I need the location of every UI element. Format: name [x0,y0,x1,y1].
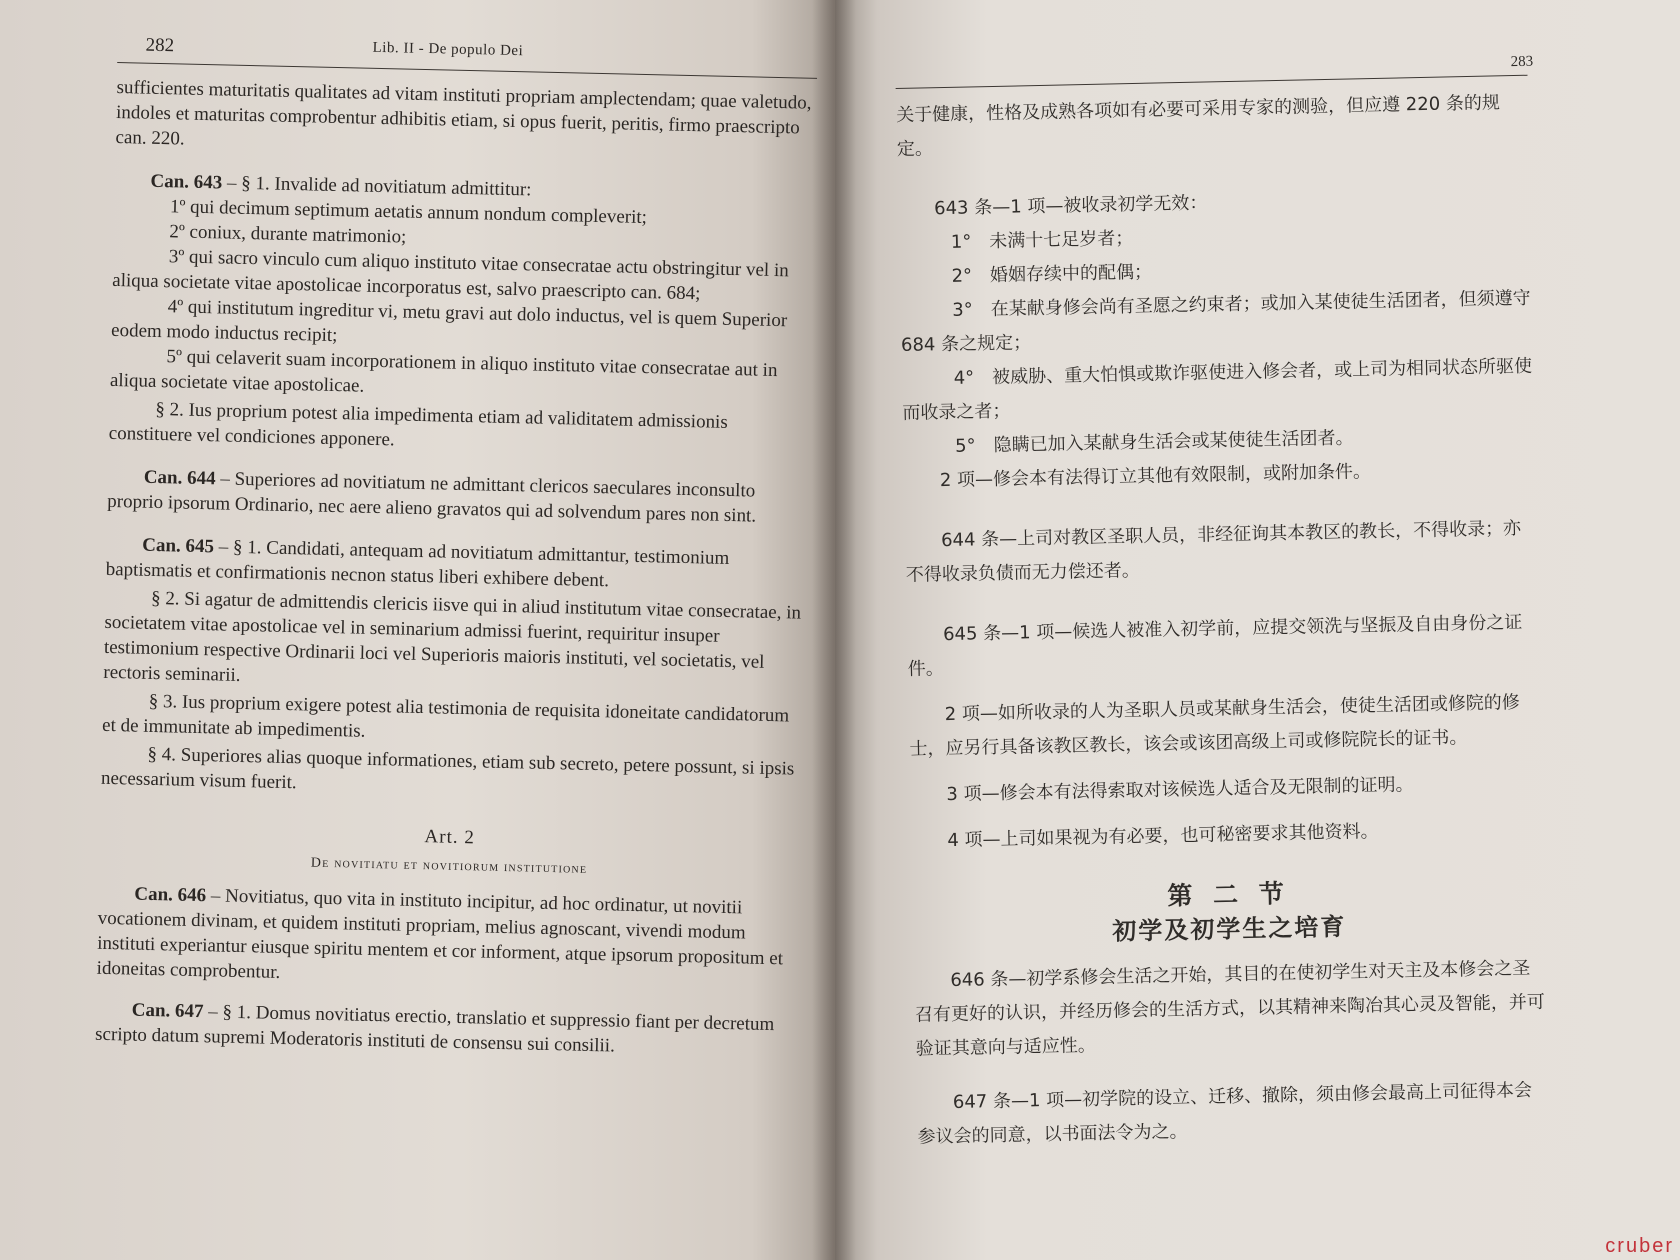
canon-643-item: 4º qui institutum ingreditur vi, metu gravi aut dolo inductus, vel is quem Superior eodem modo inductus recipit; [110,296,788,347]
right-page-number: 283 [1510,53,1534,71]
article-title: Art. 2 [424,826,476,849]
left-page [0,0,835,1260]
book-gutter-shadow [812,0,856,1260]
canon-645-para-2: § 2. Si agatur de admittendis clericis iisve qui in aliud institutum vitae consecratae, in societatem vitae apostolicae vel in seminarium admissi fuerint, requiritur insuper testimonium respective Ordinarii loci vel Superioris maioris instituti, vel societatis, vel rectoris seminarii. [103,587,802,686]
canon-643-item: 1º qui decimum septimum aetatis annum nondum compleverit; [169,196,648,229]
canon-643-intro: – § 1. Invalide ad novitiatum admittitur: [226,172,532,201]
cn-canon-643-item: 5° 隐瞒已加入某献身生活会或某使徒生活团者。 [954,427,1354,457]
left-page-content [95,28,818,1063]
cn-canon-645-para-2: 2 项—如所收录的人为圣职人员或某献身生活会，使徒生活团或修院的修士，应另行具备该教区教长，该会或该团高级上司或修院院长的证书。 [909,692,1521,760]
canon-647-text: – § 1. Domus novitiatus erectio, translatio et suppressio fiant per decretum scripto datum supremi Moderatoris instituti de consensu sui consilii. [94,1001,775,1057]
canon-645-para-4: § 4. Superiores alias quoque informationes, etiam sub secreto, petere possunt, si ipsis necessarium visum fuerit. [100,743,795,794]
canon-646-label: Can. 646 [134,883,207,907]
canon-647 [95,997,796,1063]
right-page-content [895,45,1550,1155]
canon-643-item: 3º qui sacro vinculo cum aliquo instituto vitae consecratae actu obstringitur vel in aliqua societate vitae apostolicae incorporatus est, salvo praescripto can. 684; [112,246,789,305]
cn-canon-644: 644 条—上司对教区圣职人员，非经征询其本教区的教长，不得收录；亦不得收录负债而无力偿还者。 [905,517,1522,586]
cn-canon-643-item: 4° 被威胁、重大怕惧或欺诈驱使进入修会者，或上司为相同状态所驱使而收录之者； [902,355,1533,424]
right-page-header [895,45,1534,89]
cn-canon-643-para-2: 2 项—修会本有法得订立其他有效限制，或附加条件。 [939,461,1372,492]
section-subtitle: 初学及初学生之培育 [1112,912,1347,946]
cn-canon-645 [907,606,1544,859]
canon-645-label: Can. 645 [142,534,215,558]
cn-canon-643-item: 3° 在某献身修会尚有圣愿之约束者；或加入某使徒生活团者，但须遵守 684 条之规定； [900,287,1531,356]
left-page-number: 282 [145,34,175,57]
cn-canon-645-para-1: 645 条—1 项—候选人被准入初学前，应提交领洗与坚振及自由身份之证件。 [907,611,1523,680]
canon-643-label: Can. 643 [150,170,223,194]
canon-644-text: – Superiores ad novitiatum ne admittant clericos saeculares inconsulto proprio ipsorum Ordinario, nec aere alieno gravatos qui ad solvendum pares non sint. [107,468,757,527]
canon-644-label: Can. 644 [143,466,216,490]
canon-643-item: 2º coniux, durante matrimonio; [169,221,407,248]
article-subtitle: De novitiatu et novitiorum institutione [310,855,588,877]
cn-canon-643-item: 1° 未满十七足岁者； [950,228,1134,253]
canon-645-para-3: § 3. Ius proprium exigere potest alia testimonia de requisita idoneitate candidatorum et de immunitate ab impedimentis. [101,690,790,742]
canon-647-label: Can. 647 [131,999,204,1023]
canon-644 [107,464,808,530]
cn-canon-647: 647 条—1 项—初学院的设立、迁移、撤除，须由修会最高上司征得本会参议会的同意，以书面法令为之。 [917,1079,1533,1148]
cn-continuation-text: 关于健康，性格及成熟各项如有必要可采用专家的测验，但应遵 220 条的规定。 [895,92,1501,160]
canon-646-text: – Novitiatus, quo vita in instituto incipitur, ad hoc ordinatur, ut novitii vocationem divinam, et quidem instituti propriam, melius agnoscant, vivendi modum instituti experiantur eiusque spiritu mentem et cor informent, atque ipsorum propositum et idoneitas comprobentur. [96,885,784,983]
canon-646 [96,881,798,997]
cn-canon-643-item: 2° 婚姻存续中的配偶； [951,261,1153,287]
right-page [835,0,1680,1260]
cn-canon-643 [898,180,1536,499]
cn-canon-643-intro: 643 条—1 项—被收录初学无效： [933,192,1208,220]
section-title: 第 二 节 [1167,878,1291,911]
cn-canon-645-para-4: 4 项—上司如果视为有必要，也可秘密要求其他资料。 [947,821,1379,852]
running-head: Lib. II - De populo Dei [372,39,524,60]
continuation-text: sufficientes maturitatis qualitates ad vitam instituti propriam amplectendam; quae valetudo, indoles et maturitas comprobentur adhibitis etiam, si opus fuerit, peritis, firmo praescripto can. 220. [115,76,812,150]
watermark: cruber [1605,1235,1674,1257]
cn-canon-645-para-3: 3 项—修会本有法得索取对该候选人适合及无限制的证明。 [946,774,1414,806]
canon-643-item: 5º qui celaverit suam incorporationem in aliquo instituto vitae consecratae aut in aliqua societate vitae apostolicae. [109,346,778,397]
cn-canon-646: 646 条—初学系修会生活之开始，其目的在使初学生对天主及本修会之圣召有更好的认识，并经历修会的生活方式，以其精神来陶冶其心灵及智能，并可验证其意向与适应性。 [914,957,1546,1060]
canon-643-para-2: § 2. Ius proprium potest alia impedimenta etiam ad validitatem admissionis constituere vel condiciones apponere. [108,398,728,451]
left-page-header [117,28,818,79]
canon-645-para-1: – § 1. Candidati, antequam ad novitiatum admittantur, testimonium baptismatis et confirmationis necnon status liberi exhibere debent. [105,536,730,592]
